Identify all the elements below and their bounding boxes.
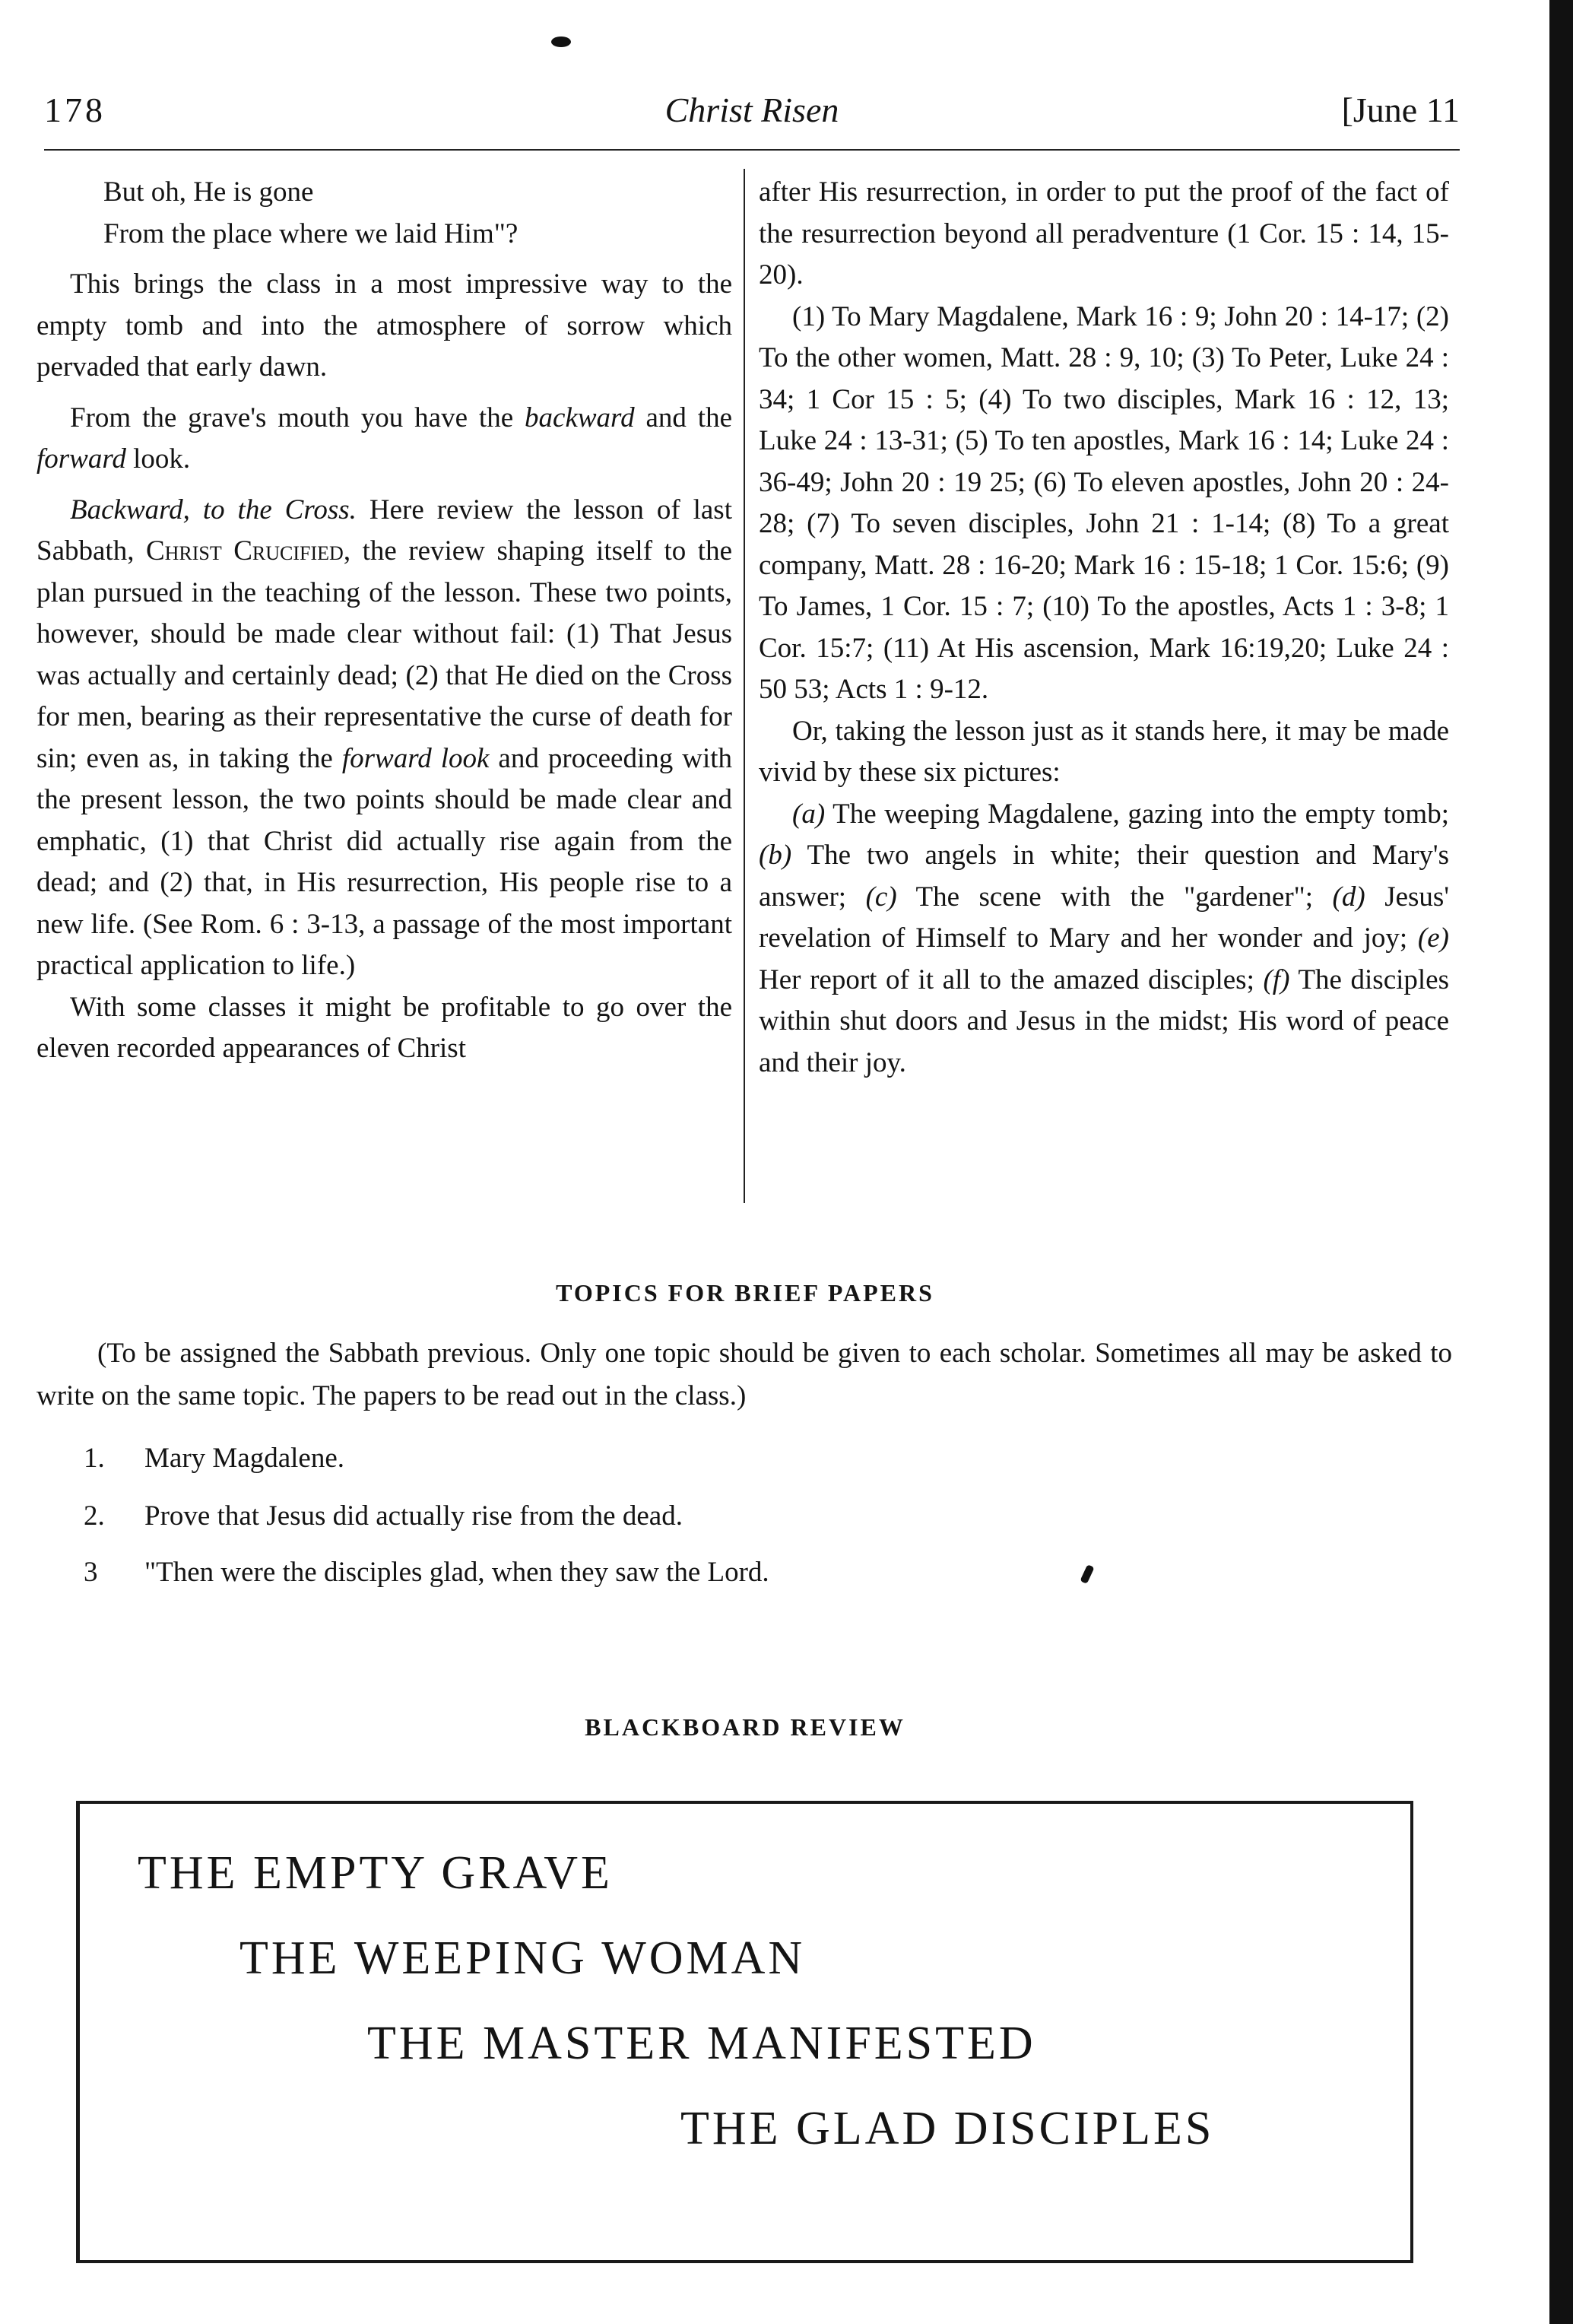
poem-line: But oh, He is gone — [103, 176, 314, 208]
page-number: 178 — [44, 90, 106, 129]
blackboard-line: THE WEEPING WOMAN — [239, 1932, 806, 1984]
running-header — [44, 90, 1460, 143]
poem-line: From the place where we laid Him"? — [103, 217, 519, 249]
topic-text: "Then were the disciples glad, when they saw the Lord. — [144, 1557, 769, 1588]
left-column — [36, 172, 732, 1070]
topics-heading: TOPICS FOR BRIEF PAPERS — [556, 1279, 934, 1306]
blackboard-line: THE EMPTY GRAVE — [138, 1847, 613, 1899]
column-divider — [744, 169, 745, 1203]
page-edge-shadow — [1549, 0, 1573, 2324]
blackboard-box — [76, 1801, 1413, 2263]
topic-item — [84, 1551, 769, 1594]
paragraph: after His resurrection, in order to put the proof of the fact of the resurrection beyond all peradventure (1 Cor. 15 : 14, 15-20). — [759, 176, 1449, 290]
topic-number: 3 — [84, 1557, 98, 1588]
running-title: Christ Risen — [664, 90, 839, 129]
blackboard-heading: BLACKBOARD REVIEW — [585, 1713, 905, 1741]
topic-text: Prove that Jesus did actually rise from the dead. — [144, 1500, 683, 1532]
issue-date: [June 11 — [1341, 90, 1460, 129]
paragraph: With some classes it might be profitable to go over the eleven recorded appearances of Christ — [36, 991, 732, 1064]
topic-text: Mary Magdalene. — [144, 1443, 345, 1474]
right-column — [759, 172, 1449, 1084]
blackboard-line: THE GLAD DISCIPLES — [680, 2103, 1215, 2154]
ink-blot — [551, 37, 571, 47]
header-rule — [44, 149, 1460, 151]
topics-intro: (To be assigned the Sabbath previous. Only one topic should be given to each scholar. Sometimes all may be asked to write on the same topic. The papers to be read out in the class.) — [36, 1338, 1452, 1411]
paragraph: From the grave's mouth you have the backward and the forward look. — [36, 402, 733, 475]
paragraph: Or, taking the lesson just as it stands here, it may be made vivid by these six pictures: — [759, 715, 1449, 788]
pictures-list: (a) The weeping Magdalene, gazing into the empty tomb; (b) The two angels in white; their question and Mary's answer; (c) The scene with the "gardener"; (d) Jesus' revelation of Himself to Mary and her wonder and joy; (e) Her report of it all to the amazed disciples; (f) The disciples within shut doors and Jesus in the midst; His word of peace and their joy. — [759, 798, 1450, 1078]
paragraph: This brings the class in a most impressive way to the empty tomb and into the atmosphere of sorrow which pervaded that early dawn. — [36, 268, 732, 383]
topic-item — [84, 1495, 683, 1538]
blackboard-line: THE MASTER MANIFESTED — [367, 2018, 1036, 2069]
ink-mark — [1080, 1564, 1094, 1584]
paragraph: Backward, to the Cross. Here review the lesson of last Sabbath, Christ Crucified, the review shaping itself to the plan pursued in the teaching of the lesson. These two points, however, should be made clear without fail: (1) That Jesus was actually and certainly dead; (2) that He died on the Cross for men, bearing as their representative the curse of death for sin; even as, in taking the forward look and proceeding with the present lesson, the two points should be made clear and emphatic, (1) that Christ did actually rise again from the dead; and (2) that, in His resurrection, His people rise to a new life. (See Rom. 6 : 3-13, a passage of the most important practical application to life.) — [36, 494, 733, 981]
topic-item — [84, 1437, 344, 1480]
topic-number: 2. — [84, 1500, 105, 1532]
topic-number: 1. — [84, 1443, 105, 1474]
appearances-list: (1) To Mary Magdalene, Mark 16 : 9; John 20 : 14-17; (2) To the other women, Matt. 28 : 9, 10; (3) To Peter, Luke 24 : 34; 1 Cor 15 : 5; (4) To two disciples, Mark 16 : 12, 13; Luke 24 : 13-31; (5) To ten apostles, Mark 16 : 14; Luke 24 : 36-49; John 20 : 19 25; (6) To eleven apostles, John 20 : 24-28; (7) To seven disciples, John 21 : 1-14; (8) To a great company, Matt. 28 : 16-20; Mark 16 : 15-18; 1 Cor. 15:6; (9) To James, 1 Cor. 15 : 7; (10) To the apostles, Acts 1 : 3-8; 1 Cor. 15:7; (11) At His ascension, Mark 16:19,20; Luke 24 : 50 53; Acts 1 : 9-12. — [759, 300, 1449, 705]
